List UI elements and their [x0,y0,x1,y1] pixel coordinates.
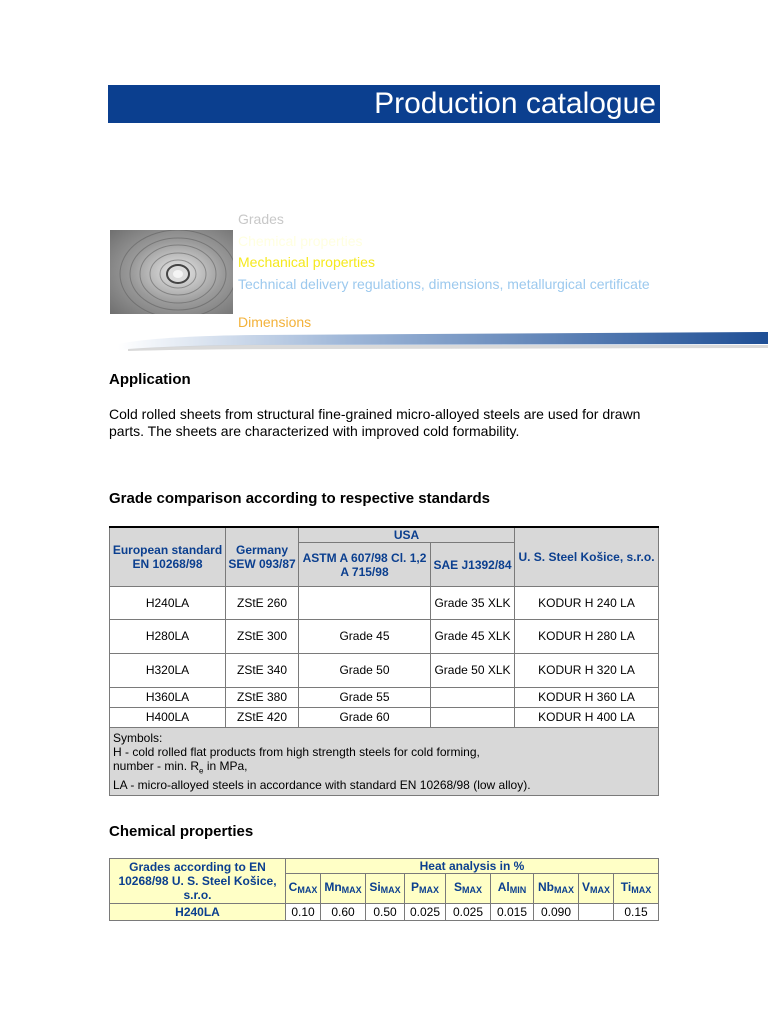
header-element [321,874,366,904]
table-row [110,587,659,620]
symbols-note [110,728,659,796]
element-symbol: Ti [620,880,632,894]
cell: Grade 60 [299,708,431,728]
table-row [110,620,659,654]
element-limit: MIN [509,885,527,895]
element-limit: MAX [554,885,574,895]
application-text: Cold rolled sheets from structural fine-grained micro-alloyed steels are used for drawn parts. The sheets are characterized with improved cold formability. [109,406,641,439]
element-symbol: V [581,880,590,894]
table-row [110,654,659,688]
header-element [491,874,534,904]
table-row [110,688,659,708]
cell: 0.50 [366,904,405,921]
element-limit: MAX [380,885,401,895]
element-symbol: Mn [324,880,342,894]
element-limit: MAX [462,885,482,895]
header-european-standard: European standard EN 10268/98 [110,527,226,587]
cell: H280LA [110,620,226,654]
cell: ZStE 260 [226,587,299,620]
symbols-line: number - min. R [113,759,200,773]
grade-cell: H240LA [110,904,286,921]
nav-link-grades[interactable]: Grades [238,211,284,227]
cell: Grade 50 XLK [431,654,515,688]
table-row [110,904,659,921]
cell: 0.10 [286,904,321,921]
cell: Grade 35 XLK [431,587,515,620]
nav-link-technical-delivery[interactable]: Technical delivery regulations, dimensions, metallurgical certificate [238,276,650,292]
cell: H400LA [110,708,226,728]
element-limit: MAX [590,885,610,895]
element-symbol: Al [497,880,510,894]
cell: KODUR H 360 LA [515,688,659,708]
element-symbol: Si [369,880,381,894]
header-heat-analysis: Heat analysis in % [286,859,659,874]
nav-link-chemical-properties[interactable]: Chemical properties [238,233,363,249]
cell: Grade 55 [299,688,431,708]
cell: ZStE 420 [226,708,299,728]
page-title: Production catalogue [374,87,656,120]
cell [431,688,515,708]
symbols-line: in MPa, [203,759,248,773]
decorative-swoosh [118,330,768,352]
symbols-line: Symbols: [113,731,163,745]
cell: H320LA [110,654,226,688]
cell: Grade 50 [299,654,431,688]
cell [299,587,431,620]
grade-comparison-heading: Grade comparison according to respective standards [109,490,490,507]
cell: 0.090 [534,904,579,921]
chemical-properties-heading: Chemical properties [109,823,254,840]
element-limit: MAX [419,885,439,895]
cell: KODUR H 240 LA [515,587,659,620]
cell: 0.025 [405,904,446,921]
header-element [446,874,491,904]
cell: H240LA [110,587,226,620]
cell: 0.60 [321,904,366,921]
cell [431,708,515,728]
table-row [110,708,659,728]
header-element [534,874,579,904]
header-uss-kosice: U. S. Steel Košice, s.r.o. [515,527,659,587]
header-astm: ASTM A 607/98 Cl. 1,2 A 715/98 [299,543,431,587]
application-heading: Application [109,371,191,388]
grade-comparison-table [109,526,659,796]
element-symbol: C [288,880,298,894]
cell: ZStE 300 [226,620,299,654]
header-usa: USA [299,527,515,543]
nav-link-dimensions[interactable]: Dimensions [238,314,312,330]
cell: H360LA [110,688,226,708]
element-limit: MAX [297,885,318,895]
cell: 0.025 [446,904,491,921]
header-element [405,874,446,904]
cell: ZStE 380 [226,688,299,708]
catalogue-banner [108,85,660,123]
steel-coil-image [110,230,233,314]
chemical-properties-table [109,858,659,921]
cell: KODUR H 280 LA [515,620,659,654]
cell: Grade 45 [299,620,431,654]
cell: 0.015 [491,904,534,921]
element-symbol: P [410,880,419,894]
header-sae: SAE J1392/84 [431,543,515,587]
cell: ZStE 340 [226,654,299,688]
header-element [286,874,321,904]
element-limit: MAX [341,885,362,895]
element-symbol: Nb [538,880,554,894]
element-symbol: S [453,880,462,894]
cell [579,904,614,921]
cell: KODUR H 320 LA [515,654,659,688]
symbols-line: H - cold rolled flat products from high strength steels for cold forming, [113,745,480,759]
symbols-line: LA - micro-alloyed steels in accordance with standard EN 10268/98 (low alloy). [113,778,531,793]
header-germany: Germany SEW 093/87 [226,527,299,587]
cell: 0.15 [614,904,659,921]
header-grades: Grades according to EN 10268/98 U. S. Steel Košice, s.r.o. [110,859,286,904]
cell: Grade 45 XLK [431,620,515,654]
symbols-subscript: e [199,766,204,776]
element-limit: MAX [631,885,652,895]
nav-link-mechanical-properties[interactable]: Mechanical properties [238,254,375,270]
header-element [614,874,659,904]
cell: KODUR H 400 LA [515,708,659,728]
header-element [579,874,614,904]
header-element [366,874,405,904]
